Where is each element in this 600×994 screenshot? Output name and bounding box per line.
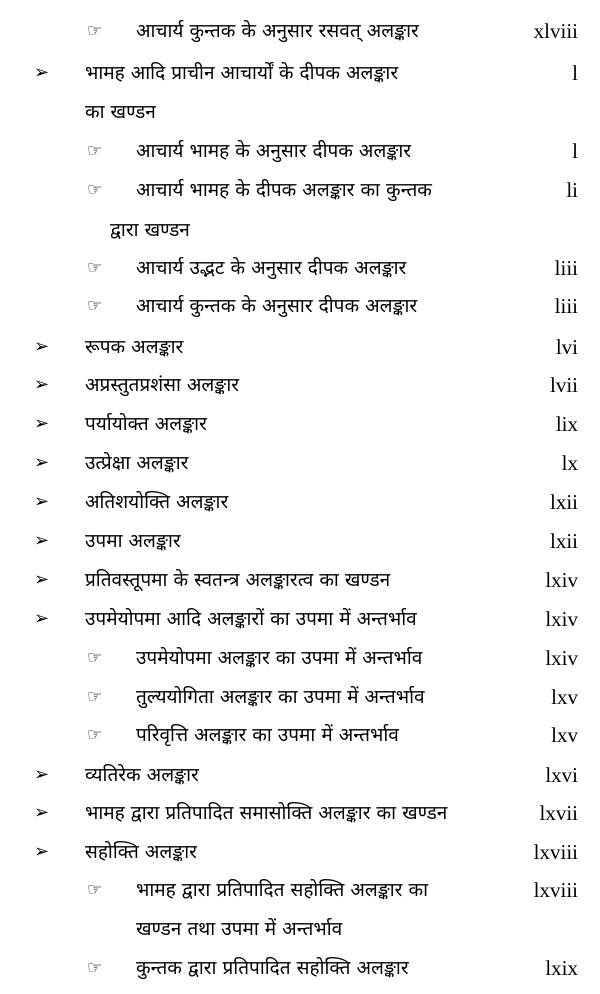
entry-title: परिवृत्ति अलङ्कार का उपमा में अन्तर्भाव [136,724,399,746]
entry-title-continuation: का खण्डन [85,101,156,123]
entry-title: तुल्ययोगिता अलङ्कार का उपमा में अन्तर्भाव [136,686,425,708]
arrow-bullet-icon: ➢ [34,530,50,551]
toc-entry [0,177,600,207]
page-number: lxii [549,490,578,514]
entry-title: अतिशयोक्ति अलङ्कार [85,491,229,513]
toc-entry [0,722,600,752]
entry-title: उत्प्रेक्षा अलङ्कार [85,452,189,474]
page-number: l [572,139,578,163]
entry-title: व्यतिरेक अलङ्कार [85,764,199,786]
toc-entry [0,762,600,792]
arrow-bullet-icon: ➢ [34,452,50,473]
pointing-hand-icon: ☞ [87,958,103,978]
entry-title-continuation: द्वारा खण्डन [110,219,190,241]
page-number: liii [554,256,578,280]
toc-entry [0,489,600,519]
entry-title: भामह द्वारा प्रतिपादित समासोक्ति अलङ्कार का खण्डन [85,802,448,824]
pointing-hand-icon: ☞ [87,258,103,278]
pointing-hand-icon: ☞ [87,141,103,161]
entry-title: सहोक्ति अलङ्कार [85,841,197,863]
toc-entry [0,645,600,675]
toc-entry [0,293,600,323]
toc-entry [0,684,600,714]
page-number: lvii [549,373,578,397]
toc-entry [0,606,600,636]
page-number: lxix [545,956,578,980]
entry-title: रूपक अलङ्कार [85,336,184,358]
toc-entry [0,18,600,48]
arrow-bullet-icon: ➢ [34,608,50,629]
entry-title: अप्रस्तुतप्रशंसा अलङ्कार [85,374,240,396]
entry-title-continuation: खण्डन तथा उपमा में अन्तर्भाव [136,918,343,940]
toc-entry [0,411,600,441]
pointing-hand-icon: ☞ [87,880,103,900]
arrow-bullet-icon: ➢ [34,62,50,83]
toc-entry [0,60,600,90]
arrow-bullet-icon: ➢ [34,336,50,357]
entry-title: कुन्तक द्वारा प्रतिपादित सहोक्ति अलङ्कार [136,957,409,979]
arrow-bullet-icon: ➢ [34,491,50,512]
entry-title: आचार्य कुन्तक के अनुसार दीपक अलङ्कार [136,295,418,317]
entry-title: भामह द्वारा प्रतिपादित सहोक्ति अलङ्कार का [136,879,428,901]
entry-title: पर्यायोक्त अलङ्कार [85,413,207,435]
page-number: lxvii [539,801,578,825]
toc-entry [0,138,600,168]
toc-entry [0,839,600,869]
pointing-hand-icon: ☞ [87,687,103,707]
toc-entry [0,528,600,558]
entry-title: उपमा अलङ्कार [85,530,181,552]
page-number: lxiv [545,568,578,592]
page-number: l [572,61,578,85]
entry-title: उपमेयोपमा अलङ्कार का उपमा में अन्तर्भाव [136,647,423,669]
pointing-hand-icon: ☞ [87,21,103,41]
page-number: lxiv [545,607,578,631]
page-number: lxv [551,723,578,747]
entry-title: प्रतिवस्तूपमा के स्वतन्त्र अलङ्कारत्व का खण्डन [85,569,391,591]
page-number: lxviii [533,878,578,902]
page-number: lix [555,412,578,436]
toc-entry [0,334,600,364]
pointing-hand-icon: ☞ [87,296,103,316]
page-number: li [566,178,578,202]
pointing-hand-icon: ☞ [87,648,103,668]
page-number: lxii [549,529,578,553]
toc-entry [0,450,600,480]
entry-title: भामह आदि प्राचीन आचार्यों के दीपक अलङ्कार [85,62,399,84]
toc-entry [0,567,600,597]
entry-title: आचार्य कुन्तक के अनुसार रसवत् अलङ्कार [136,20,419,42]
page-number: lxviii [533,840,578,864]
page-number: liii [554,294,578,318]
pointing-hand-icon: ☞ [87,180,103,200]
toc-entry [0,955,600,985]
page-number: xlviii [533,19,578,43]
page-number: lxiv [545,646,578,670]
pointing-hand-icon: ☞ [87,725,103,745]
arrow-bullet-icon: ➢ [34,764,50,785]
arrow-bullet-icon: ➢ [34,802,50,823]
entry-title: उपमेयोपमा आदि अलङ्कारों का उपमा में अन्तर्भाव [85,608,417,630]
page-number: lxv [551,685,578,709]
page-number: lxvi [545,763,578,787]
arrow-bullet-icon: ➢ [34,569,50,590]
page-number: lx [561,451,578,475]
toc-entry [0,255,600,285]
arrow-bullet-icon: ➢ [34,841,50,862]
toc-entry [0,877,600,907]
entry-title: आचार्य भामह के अनुसार दीपक अलङ्कार [136,140,412,162]
entry-title: आचार्य उद्भट के अनुसार दीपक अलङ्कार [136,257,407,279]
arrow-bullet-icon: ➢ [34,374,50,395]
toc-entry [0,372,600,402]
entry-title: आचार्य भामह के दीपक अलङ्कार का कुन्तक [136,179,432,201]
arrow-bullet-icon: ➢ [34,413,50,434]
toc-entry [0,800,600,830]
page-number: lvi [555,335,578,359]
